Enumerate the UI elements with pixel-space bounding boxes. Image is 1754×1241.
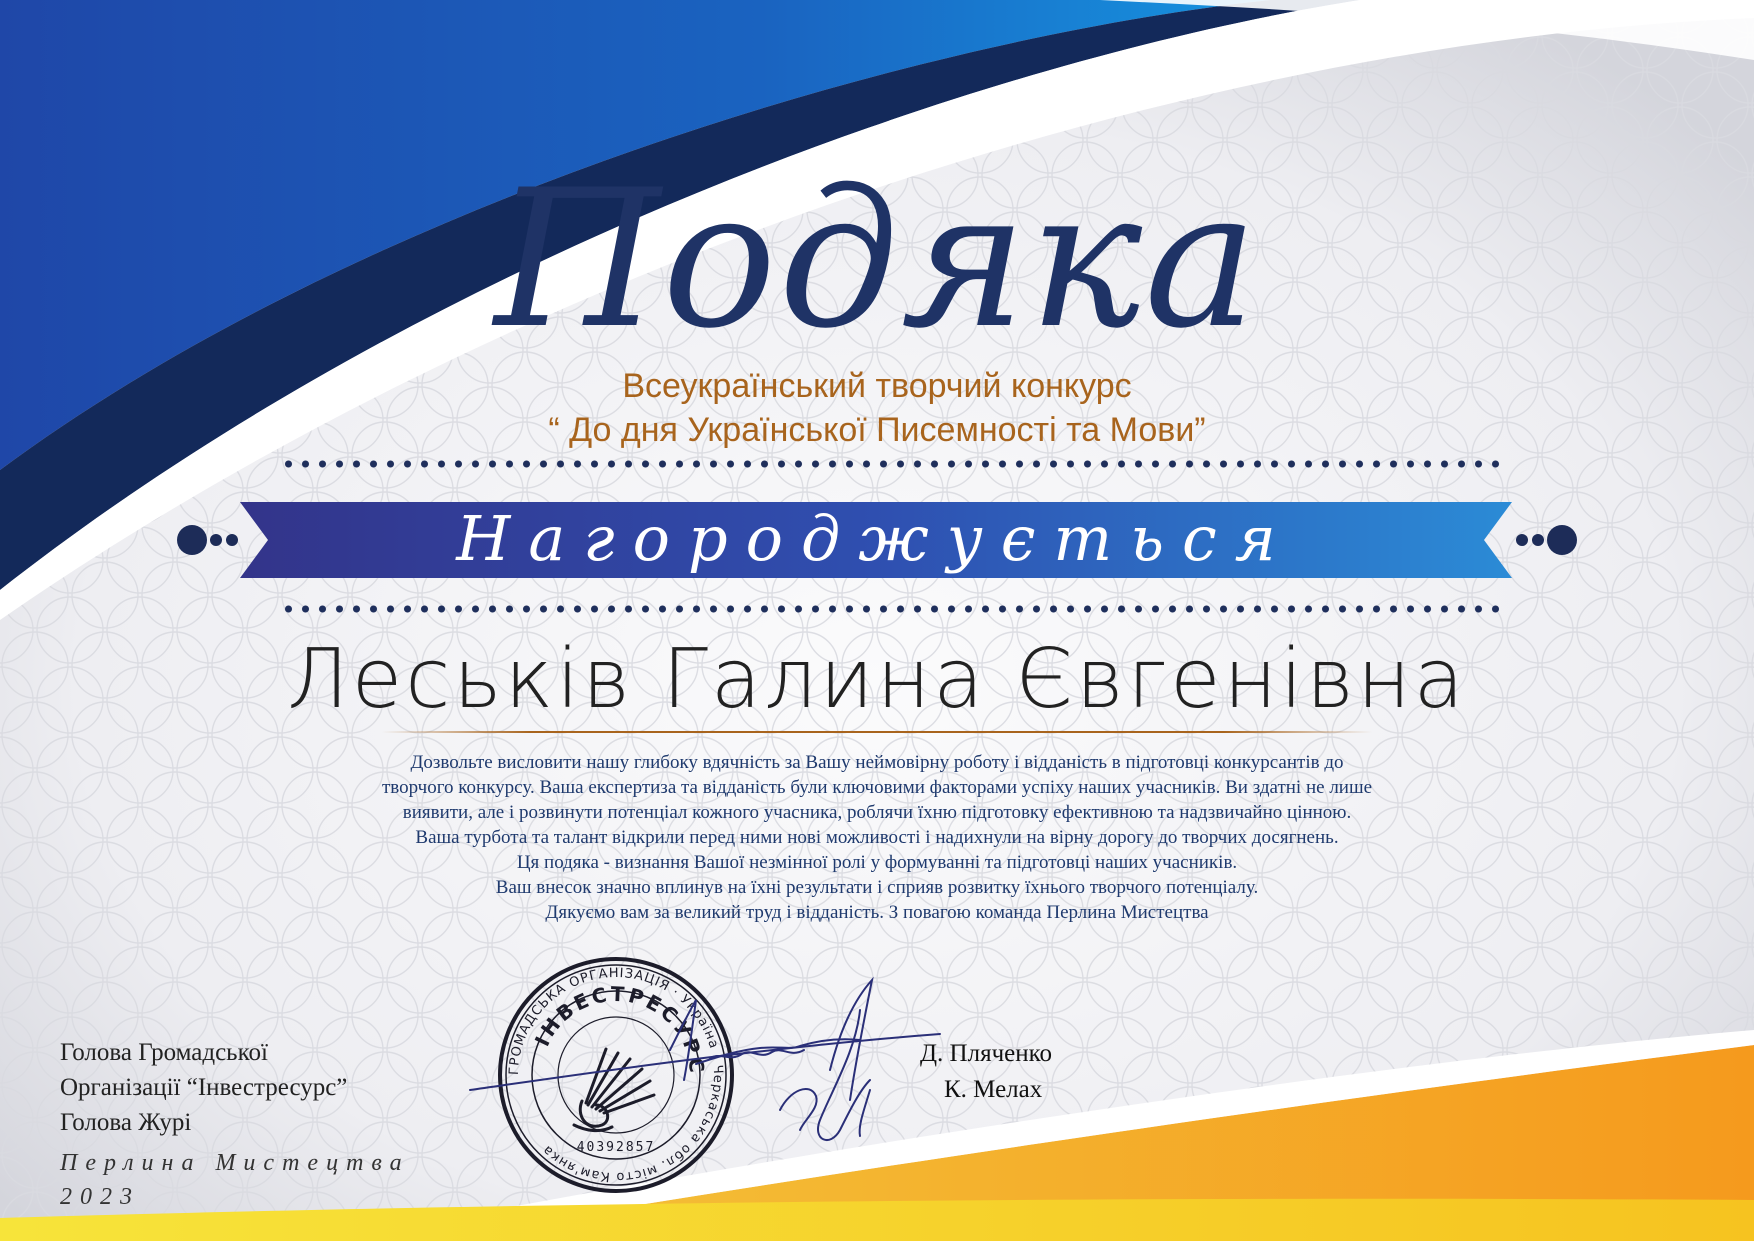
body-paragraph: Ця подяка - визнання Вашої незмінної ролі у формуванні та підготовці наших учасників. xyxy=(516,852,1238,873)
stamp-middle-text: ІНВЕСТРЕСУРС xyxy=(529,981,710,1077)
signer-name-2: К. Мелах xyxy=(944,1076,1043,1103)
body-paragraph: Дозвольте висловити нашу глибоку вдячність за Вашу неймовірну роботу і відданість в підготовці конкурсантів до творчого конкурсу. Ваша експертиза та відданість були ключовими факторами успіху наших учасників. Ви здатні не лише виявити, але і розвинути потенціал кожного учасника, роблячи їхню підготовку ефективною та надзвичайно цінною. Ваша турбота та талант відкрили перед ними нові можливості і надихнули на вірну дорогу до творчих досягнень. xyxy=(381,752,1373,848)
certificate-year: 2023 xyxy=(60,1184,140,1210)
contest-name-line2: “ До дня Української Писемності та Мови” xyxy=(548,411,1206,449)
stamp-outer-text: ГРОМАДСЬКА ОРГАНІЗАЦІЯ · Україна · Черкаська обл. місто Кам'янка xyxy=(506,965,726,1185)
certificate-body xyxy=(380,750,1374,925)
recipient-name: Леськів Галина Євгенівна xyxy=(287,632,1467,727)
right-signature-block xyxy=(920,1036,1052,1108)
signer-name-1: Д. Пляченко xyxy=(920,1040,1053,1067)
ribbon-right-dots-icon xyxy=(1498,522,1578,558)
dotted-divider-top xyxy=(280,459,1505,469)
signer-title-line: Організації “Інвестресурс” xyxy=(60,1074,348,1101)
body-paragraph: Дякуємо вам за великий труд і відданість. З повагою команда Перлина Мистецтва xyxy=(545,902,1209,923)
certificate-title: Подяка xyxy=(494,149,1260,370)
stamp-code: 40392857 xyxy=(576,1140,656,1155)
contest-name-line1: Всеукраїнський творчий конкурс xyxy=(622,367,1132,405)
signer-title-line: Голова Журі xyxy=(60,1109,192,1136)
dotted-divider-bottom xyxy=(280,604,1505,614)
organization-name: Перлина Мистецтва xyxy=(60,1150,410,1176)
organization-footer xyxy=(60,1146,410,1214)
body-paragraph: Ваш внесок значно вплинув на їхні результати і сприяв розвитку їхнього творчого потенціалу. xyxy=(495,877,1259,898)
awarded-label: Нагороджується xyxy=(456,502,1294,575)
recipient-underline xyxy=(382,731,1372,733)
signer-title-line: Голова Громадської xyxy=(60,1039,268,1066)
left-signature-block xyxy=(60,1035,347,1140)
